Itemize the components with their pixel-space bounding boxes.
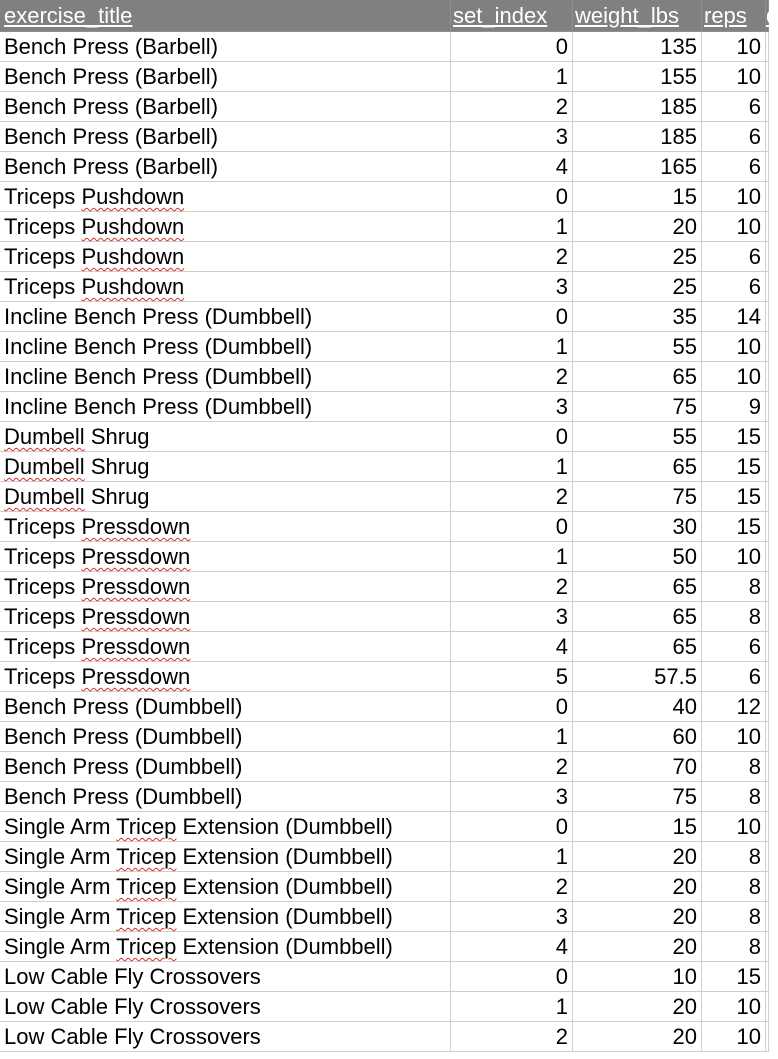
cell-reps[interactable]: 10 bbox=[702, 542, 766, 572]
cell-next-column[interactable] bbox=[766, 662, 769, 692]
table-row bbox=[0, 512, 769, 542]
cell-exercise-title[interactable]: Triceps Pressdown bbox=[0, 512, 451, 542]
cell-next-column[interactable] bbox=[766, 152, 769, 182]
cell-set-index[interactable]: 4 bbox=[451, 932, 573, 962]
cell-exercise-title[interactable]: Low Cable Fly Crossovers bbox=[0, 962, 451, 992]
header-row bbox=[0, 0, 778, 32]
cell-reps[interactable]: 10 bbox=[702, 992, 766, 1022]
cell-set-index[interactable]: 1 bbox=[451, 992, 573, 1022]
cell-exercise-title[interactable]: Bench Press (Dumbbell) bbox=[0, 692, 451, 722]
cell-reps[interactable]: 10 bbox=[702, 1022, 766, 1052]
cell-set-index[interactable]: 1 bbox=[451, 212, 573, 242]
cell-exercise-title[interactable]: Dumbell Shrug bbox=[0, 422, 451, 452]
cell-exercise-title[interactable]: Triceps Pressdown bbox=[0, 542, 451, 572]
cell-next-column[interactable] bbox=[766, 122, 769, 152]
cell-set-index[interactable]: 1 bbox=[451, 542, 573, 572]
cell-weight-lbs[interactable]: 65 bbox=[573, 452, 702, 482]
spellcheck-word: Pushdown bbox=[81, 274, 185, 299]
cell-reps[interactable]: 10 bbox=[702, 722, 766, 752]
cell-next-column[interactable] bbox=[766, 62, 769, 92]
table-row bbox=[0, 872, 769, 902]
cell-set-index[interactable]: 1 bbox=[451, 62, 573, 92]
table-row bbox=[0, 242, 769, 272]
table-row bbox=[0, 182, 769, 212]
cell-reps[interactable]: 15 bbox=[702, 962, 766, 992]
cell-exercise-title[interactable]: Bench Press (Barbell) bbox=[0, 32, 451, 62]
cell-exercise-title[interactable]: Low Cable Fly Crossovers bbox=[0, 992, 451, 1022]
cell-set-index[interactable]: 1 bbox=[451, 452, 573, 482]
cell-exercise-title[interactable]: Triceps Pressdown bbox=[0, 662, 451, 692]
cell-set-index[interactable]: 3 bbox=[451, 392, 573, 422]
spellcheck-word: Pushdown bbox=[81, 214, 185, 239]
cell-exercise-title[interactable]: Single Arm Tricep Extension (Dumbbell) bbox=[0, 932, 451, 962]
cell-next-column[interactable] bbox=[766, 632, 769, 662]
cell-exercise-title[interactable]: Triceps Pushdown bbox=[0, 212, 451, 242]
cell-set-index[interactable]: 3 bbox=[451, 122, 573, 152]
table-row bbox=[0, 812, 769, 842]
spellcheck-word: Tricep bbox=[116, 904, 177, 929]
cell-reps[interactable]: 8 bbox=[702, 752, 766, 782]
cell-next-column[interactable] bbox=[766, 212, 769, 242]
cell-weight-lbs[interactable]: 40 bbox=[573, 692, 702, 722]
cell-next-column[interactable] bbox=[766, 752, 769, 782]
cell-reps[interactable]: 8 bbox=[702, 902, 766, 932]
cell-reps[interactable]: 6 bbox=[702, 92, 766, 122]
column-header-exercise-title[interactable]: exercise_title bbox=[0, 0, 451, 32]
cell-exercise-title[interactable]: Triceps Pressdown bbox=[0, 632, 451, 662]
cell-next-column[interactable] bbox=[766, 782, 769, 812]
cell-reps[interactable]: 15 bbox=[702, 512, 766, 542]
cell-reps[interactable]: 8 bbox=[702, 572, 766, 602]
table-row bbox=[0, 572, 769, 602]
cell-weight-lbs[interactable]: 20 bbox=[573, 842, 702, 872]
cell-weight-lbs[interactable]: 35 bbox=[573, 302, 702, 332]
cell-weight-lbs[interactable]: 15 bbox=[573, 182, 702, 212]
table-row bbox=[0, 212, 769, 242]
spellcheck-word: Tricep bbox=[116, 814, 177, 839]
cell-set-index[interactable]: 0 bbox=[451, 812, 573, 842]
table-row bbox=[0, 842, 769, 872]
table-body bbox=[0, 32, 769, 1052]
cell-reps[interactable]: 15 bbox=[702, 482, 766, 512]
cell-next-column[interactable] bbox=[766, 332, 769, 362]
spellcheck-word: Pressdown bbox=[81, 514, 191, 539]
cell-reps[interactable]: 10 bbox=[702, 182, 766, 212]
cell-set-index[interactable]: 1 bbox=[451, 842, 573, 872]
cell-reps[interactable]: 6 bbox=[702, 242, 766, 272]
cell-reps[interactable]: 8 bbox=[702, 932, 766, 962]
table-row bbox=[0, 302, 769, 332]
cell-reps[interactable]: 10 bbox=[702, 32, 766, 62]
cell-exercise-title[interactable]: Single Arm Tricep Extension (Dumbbell) bbox=[0, 902, 451, 932]
cell-exercise-title[interactable]: Single Arm Tricep Extension (Dumbbell) bbox=[0, 812, 451, 842]
table-row bbox=[0, 392, 769, 422]
table-row bbox=[0, 152, 769, 182]
cell-exercise-title[interactable]: Incline Bench Press (Dumbbell) bbox=[0, 302, 451, 332]
cell-next-column[interactable] bbox=[766, 362, 769, 392]
cell-weight-lbs[interactable]: 25 bbox=[573, 242, 702, 272]
cell-next-column[interactable] bbox=[766, 512, 769, 542]
cell-exercise-title[interactable]: Low Cable Fly Crossovers bbox=[0, 1022, 451, 1052]
cell-weight-lbs[interactable]: 20 bbox=[573, 1022, 702, 1052]
cell-set-index[interactable]: 2 bbox=[451, 92, 573, 122]
cell-set-index[interactable]: 0 bbox=[451, 32, 573, 62]
cell-weight-lbs[interactable]: 70 bbox=[573, 752, 702, 782]
table-row bbox=[0, 62, 769, 92]
cell-exercise-title[interactable]: Bench Press (Dumbbell) bbox=[0, 752, 451, 782]
cell-set-index[interactable]: 4 bbox=[451, 152, 573, 182]
table-row bbox=[0, 662, 769, 692]
cell-reps[interactable]: 15 bbox=[702, 452, 766, 482]
cell-next-column[interactable] bbox=[766, 902, 769, 932]
table-row bbox=[0, 692, 769, 722]
cell-set-index[interactable]: 3 bbox=[451, 782, 573, 812]
cell-exercise-title[interactable]: Triceps Pushdown bbox=[0, 272, 451, 302]
cell-exercise-title[interactable]: Bench Press (Barbell) bbox=[0, 152, 451, 182]
spellcheck-word: Pushdown bbox=[81, 244, 185, 269]
cell-exercise-title[interactable]: Bench Press (Barbell) bbox=[0, 122, 451, 152]
cell-weight-lbs[interactable]: 20 bbox=[573, 902, 702, 932]
cell-next-column[interactable] bbox=[766, 92, 769, 122]
table-row bbox=[0, 272, 769, 302]
spellcheck-word: Pressdown bbox=[81, 634, 191, 659]
cell-weight-lbs[interactable]: 75 bbox=[573, 782, 702, 812]
cell-reps[interactable]: 10 bbox=[702, 812, 766, 842]
cell-exercise-title[interactable]: Single Arm Tricep Extension (Dumbbell) bbox=[0, 842, 451, 872]
table-row bbox=[0, 32, 769, 62]
cell-weight-lbs[interactable]: 135 bbox=[573, 32, 702, 62]
cell-set-index[interactable]: 3 bbox=[451, 272, 573, 302]
table-row bbox=[0, 542, 769, 572]
cell-exercise-title[interactable]: Triceps Pushdown bbox=[0, 242, 451, 272]
cell-next-column[interactable] bbox=[766, 32, 769, 62]
cell-weight-lbs[interactable]: 75 bbox=[573, 482, 702, 512]
spellcheck-word: Tricep bbox=[116, 934, 177, 959]
cell-exercise-title[interactable]: Bench Press (Dumbbell) bbox=[0, 722, 451, 752]
cell-next-column[interactable] bbox=[766, 992, 769, 1022]
cell-weight-lbs[interactable]: 25 bbox=[573, 272, 702, 302]
cell-next-column[interactable] bbox=[766, 842, 769, 872]
table-row bbox=[0, 992, 769, 1022]
cell-next-column[interactable] bbox=[766, 242, 769, 272]
cell-set-index[interactable]: 2 bbox=[451, 572, 573, 602]
cell-set-index[interactable]: 0 bbox=[451, 512, 573, 542]
cell-reps[interactable]: 12 bbox=[702, 692, 766, 722]
cell-set-index[interactable]: 2 bbox=[451, 362, 573, 392]
cell-reps[interactable]: 10 bbox=[702, 212, 766, 242]
cell-next-column[interactable] bbox=[766, 302, 769, 332]
cell-weight-lbs[interactable]: 185 bbox=[573, 92, 702, 122]
table-row bbox=[0, 902, 769, 932]
table-row bbox=[0, 752, 769, 782]
cell-set-index[interactable]: 2 bbox=[451, 242, 573, 272]
cell-exercise-title[interactable]: Single Arm Tricep Extension (Dumbbell) bbox=[0, 872, 451, 902]
cell-set-index[interactable]: 2 bbox=[451, 1022, 573, 1052]
table-row bbox=[0, 482, 769, 512]
cell-reps[interactable]: 6 bbox=[702, 662, 766, 692]
cell-set-index[interactable]: 2 bbox=[451, 482, 573, 512]
table-row bbox=[0, 932, 769, 962]
table-row bbox=[0, 632, 769, 662]
column-header-set-index[interactable]: set_index bbox=[451, 0, 573, 32]
spellcheck-word: Pushdown bbox=[81, 184, 185, 209]
cell-set-index[interactable]: 0 bbox=[451, 422, 573, 452]
cell-weight-lbs[interactable]: 65 bbox=[573, 632, 702, 662]
spellcheck-word: Dumbell bbox=[4, 424, 85, 449]
cell-set-index[interactable]: 0 bbox=[451, 692, 573, 722]
cell-exercise-title[interactable]: Triceps Pressdown bbox=[0, 572, 451, 602]
table-row bbox=[0, 92, 769, 122]
cell-weight-lbs[interactable]: 20 bbox=[573, 872, 702, 902]
cell-next-column[interactable] bbox=[766, 932, 769, 962]
cell-weight-lbs[interactable]: 15 bbox=[573, 812, 702, 842]
cell-weight-lbs[interactable]: 55 bbox=[573, 422, 702, 452]
cell-reps[interactable]: 10 bbox=[702, 362, 766, 392]
cell-reps[interactable]: 6 bbox=[702, 272, 766, 302]
cell-reps[interactable]: 8 bbox=[702, 782, 766, 812]
cell-weight-lbs[interactable]: 10 bbox=[573, 962, 702, 992]
cell-next-column[interactable] bbox=[766, 722, 769, 752]
cell-reps[interactable]: 15 bbox=[702, 422, 766, 452]
cell-weight-lbs[interactable]: 60 bbox=[573, 722, 702, 752]
cell-set-index[interactable]: 0 bbox=[451, 302, 573, 332]
cell-exercise-title[interactable]: Bench Press (Barbell) bbox=[0, 92, 451, 122]
cell-exercise-title[interactable]: Triceps Pressdown bbox=[0, 602, 451, 632]
cell-weight-lbs[interactable]: 155 bbox=[573, 62, 702, 92]
spellcheck-word: Pressdown bbox=[81, 544, 191, 569]
cell-set-index[interactable]: 3 bbox=[451, 902, 573, 932]
cell-next-column[interactable] bbox=[766, 572, 769, 602]
spellcheck-word: Pressdown bbox=[81, 604, 191, 629]
cell-exercise-title[interactable]: Incline Bench Press (Dumbbell) bbox=[0, 332, 451, 362]
spellcheck-word: Dumbell bbox=[4, 484, 85, 509]
cell-next-column[interactable] bbox=[766, 602, 769, 632]
cell-exercise-title[interactable]: Triceps Pushdown bbox=[0, 182, 451, 212]
cell-weight-lbs[interactable]: 65 bbox=[573, 572, 702, 602]
table-row bbox=[0, 422, 769, 452]
column-header-next[interactable]: d bbox=[766, 0, 769, 32]
cell-weight-lbs[interactable]: 50 bbox=[573, 542, 702, 572]
cell-set-index[interactable]: 2 bbox=[451, 752, 573, 782]
cell-weight-lbs[interactable]: 20 bbox=[573, 212, 702, 242]
cell-next-column[interactable] bbox=[766, 692, 769, 722]
spellcheck-word: Dumbell bbox=[4, 454, 85, 479]
cell-weight-lbs[interactable]: 185 bbox=[573, 122, 702, 152]
table-row bbox=[0, 122, 769, 152]
cell-set-index[interactable]: 1 bbox=[451, 722, 573, 752]
cell-next-column[interactable] bbox=[766, 872, 769, 902]
table-row bbox=[0, 362, 769, 392]
cell-next-column[interactable] bbox=[766, 482, 769, 512]
table-row bbox=[0, 962, 769, 992]
cell-next-column[interactable] bbox=[766, 182, 769, 212]
cell-reps[interactable]: 10 bbox=[702, 332, 766, 362]
cell-set-index[interactable]: 1 bbox=[451, 332, 573, 362]
spellcheck-word: Tricep bbox=[116, 874, 177, 899]
cell-reps[interactable]: 10 bbox=[702, 62, 766, 92]
table-row bbox=[0, 452, 769, 482]
table-row bbox=[0, 1022, 769, 1052]
cell-exercise-title[interactable]: Incline Bench Press (Dumbbell) bbox=[0, 392, 451, 422]
cell-next-column[interactable] bbox=[766, 542, 769, 572]
cell-next-column[interactable] bbox=[766, 812, 769, 842]
cell-exercise-title[interactable]: Bench Press (Dumbbell) bbox=[0, 782, 451, 812]
cell-set-index[interactable]: 0 bbox=[451, 962, 573, 992]
cell-reps[interactable]: 8 bbox=[702, 872, 766, 902]
table-row bbox=[0, 602, 769, 632]
cell-set-index[interactable]: 4 bbox=[451, 632, 573, 662]
cell-next-column[interactable] bbox=[766, 272, 769, 302]
spellcheck-word: Tricep bbox=[116, 844, 177, 869]
cell-weight-lbs[interactable]: 165 bbox=[573, 152, 702, 182]
cell-next-column[interactable] bbox=[766, 962, 769, 992]
cell-reps[interactable]: 14 bbox=[702, 302, 766, 332]
cell-weight-lbs[interactable]: 20 bbox=[573, 992, 702, 1022]
cell-weight-lbs[interactable]: 55 bbox=[573, 332, 702, 362]
cell-weight-lbs[interactable]: 65 bbox=[573, 362, 702, 392]
cell-weight-lbs[interactable]: 75 bbox=[573, 392, 702, 422]
spellcheck-word: Pressdown bbox=[81, 664, 191, 689]
cell-set-index[interactable]: 3 bbox=[451, 602, 573, 632]
cell-reps[interactable]: 6 bbox=[702, 122, 766, 152]
cell-set-index[interactable]: 2 bbox=[451, 872, 573, 902]
cell-weight-lbs[interactable]: 30 bbox=[573, 512, 702, 542]
cell-next-column[interactable] bbox=[766, 422, 769, 452]
cell-reps[interactable]: 8 bbox=[702, 602, 766, 632]
cell-next-column[interactable] bbox=[766, 1022, 769, 1052]
cell-set-index[interactable]: 5 bbox=[451, 662, 573, 692]
cell-set-index[interactable]: 0 bbox=[451, 182, 573, 212]
table-row bbox=[0, 782, 769, 812]
cell-reps[interactable]: 6 bbox=[702, 152, 766, 182]
cell-weight-lbs[interactable]: 57.5 bbox=[573, 662, 702, 692]
cell-reps[interactable]: 8 bbox=[702, 842, 766, 872]
cell-weight-lbs[interactable]: 65 bbox=[573, 602, 702, 632]
column-header-weight-lbs[interactable]: weight_lbs bbox=[573, 0, 702, 32]
cell-next-column[interactable] bbox=[766, 452, 769, 482]
column-header-reps[interactable]: reps bbox=[702, 0, 766, 32]
cell-exercise-title[interactable]: Dumbell Shrug bbox=[0, 482, 451, 512]
cell-exercise-title[interactable]: Bench Press (Barbell) bbox=[0, 62, 451, 92]
cell-exercise-title[interactable]: Incline Bench Press (Dumbbell) bbox=[0, 362, 451, 392]
cell-exercise-title[interactable]: Dumbell Shrug bbox=[0, 452, 451, 482]
cell-weight-lbs[interactable]: 20 bbox=[573, 932, 702, 962]
cell-next-column[interactable] bbox=[766, 392, 769, 422]
spellcheck-word: Pressdown bbox=[81, 574, 191, 599]
table-row bbox=[0, 332, 769, 362]
cell-reps[interactable]: 9 bbox=[702, 392, 766, 422]
table-row bbox=[0, 722, 769, 752]
cell-reps[interactable]: 6 bbox=[702, 632, 766, 662]
